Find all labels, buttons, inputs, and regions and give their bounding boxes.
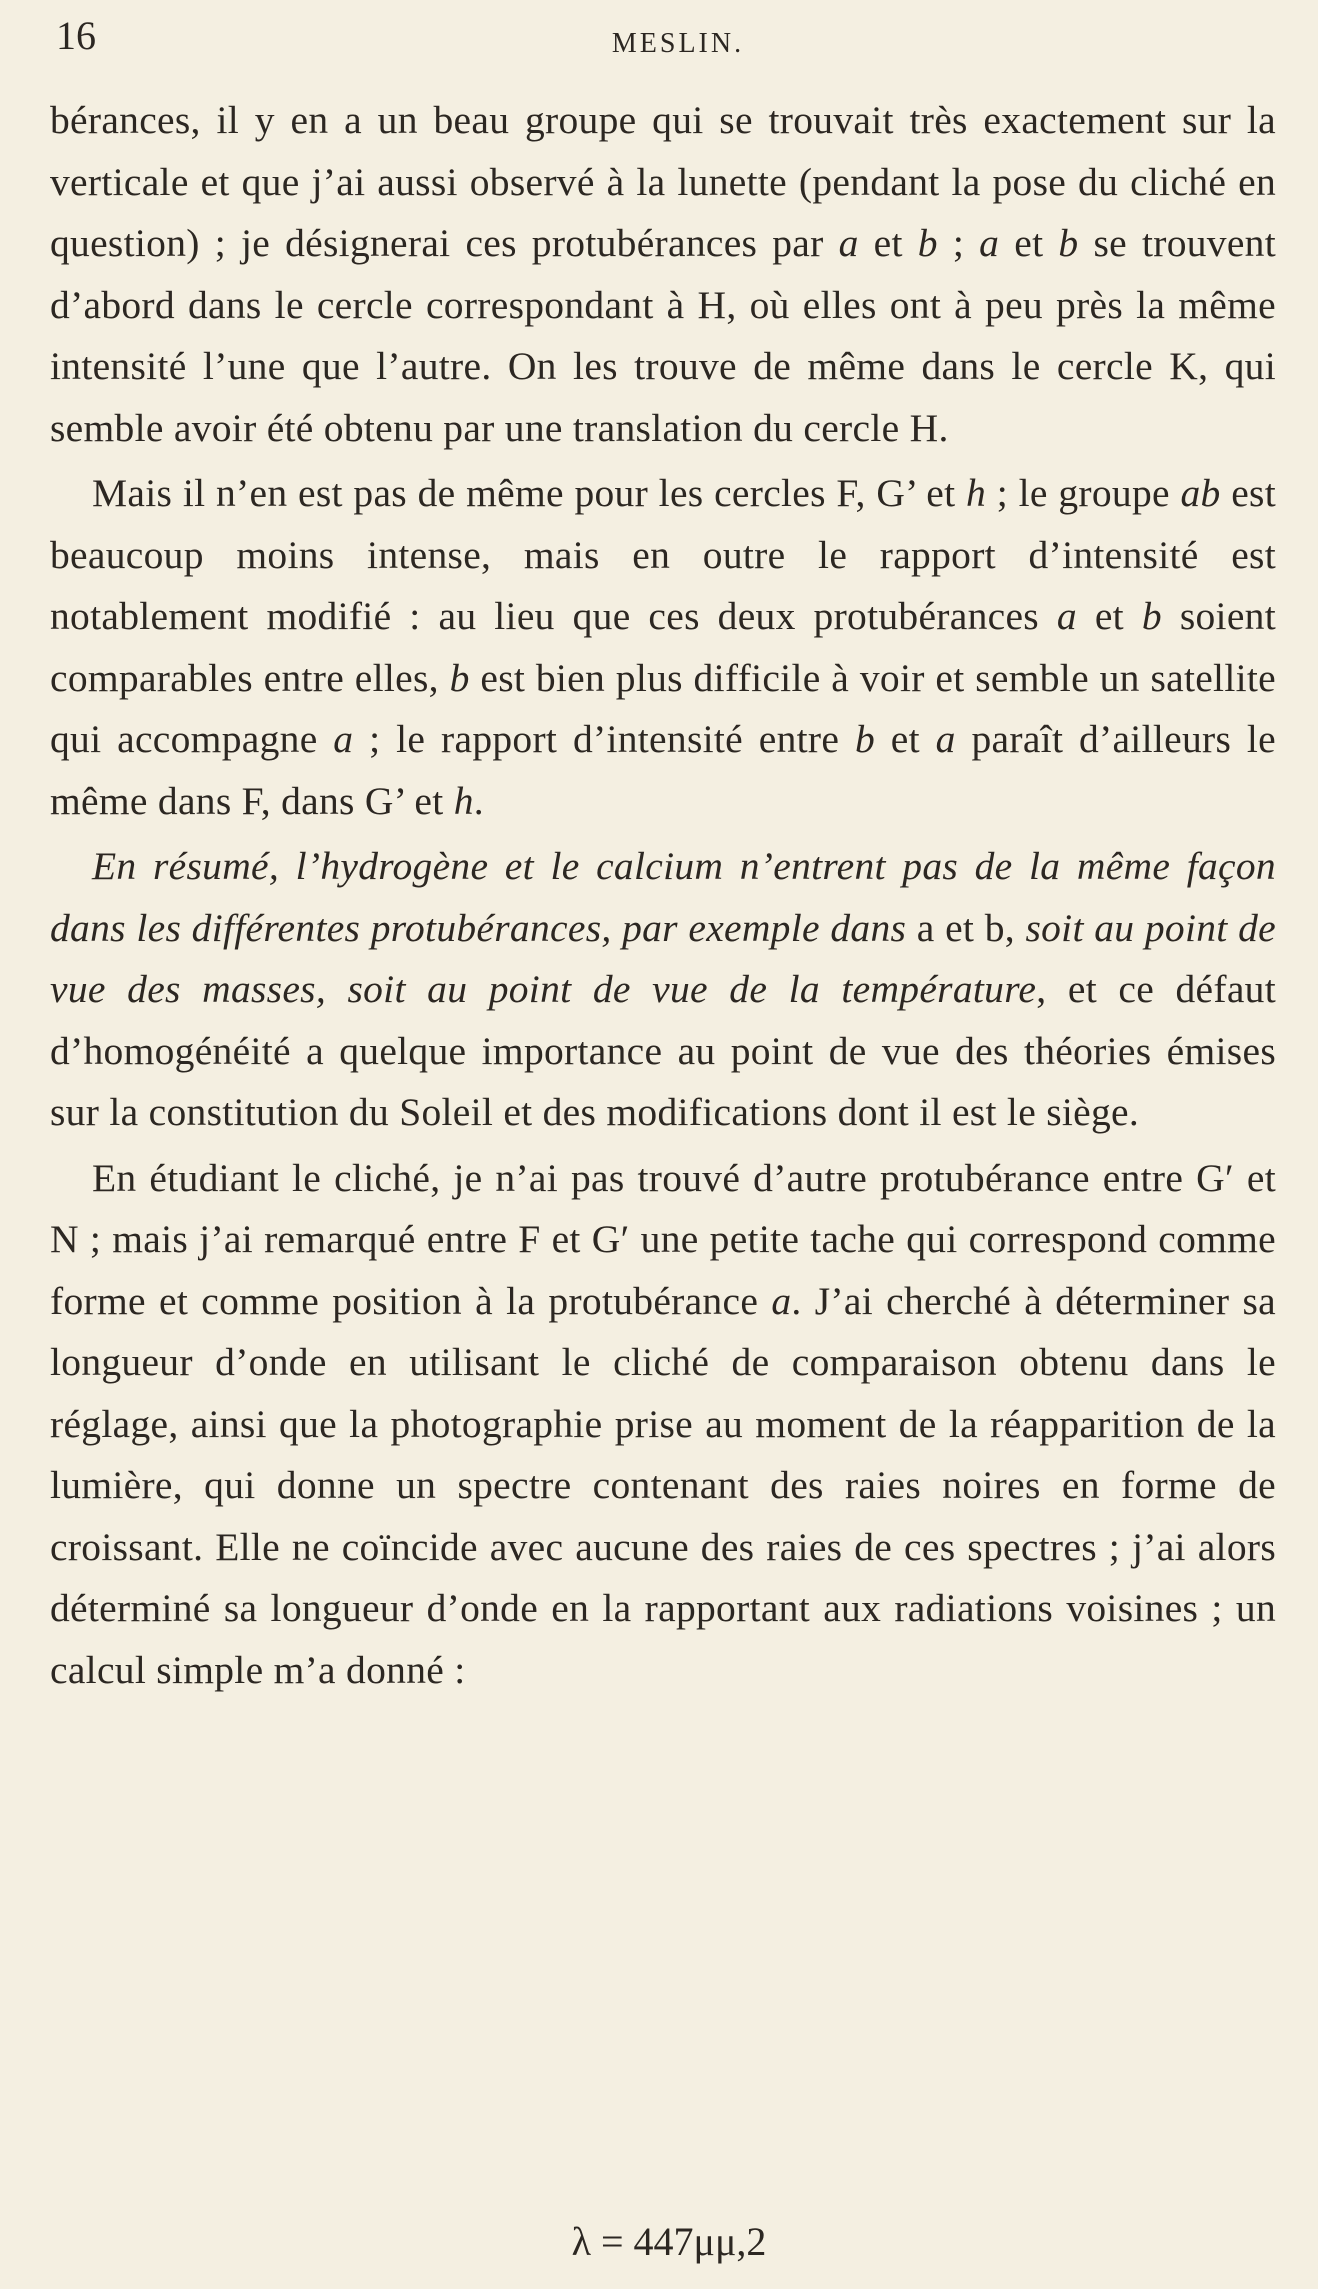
text-run: bérances, il y en a un beau groupe qui se trouvait très exactement sur la verticale et que j’ai aussi observé à la lunette (pendant la pose du cliché en question) ; je désignerai ces protubérances par — [50, 98, 1276, 265]
body-text — [50, 90, 1276, 1701]
text-run: ; le groupe — [986, 471, 1181, 515]
paragraph-2 — [50, 463, 1276, 832]
text-run-italic: a — [771, 1278, 792, 1323]
text-run: , et ce défaut d’homogénéité a quelque importance au point de vue des théories émises sur la constitution du Soleil et des modifications dont il est le siège. — [50, 967, 1276, 1134]
text-run: et — [858, 221, 918, 265]
text-run-italic: a — [935, 717, 956, 761]
text-run: est bien plus difficile à voir et semble un satellite qui accompagne — [50, 655, 1276, 761]
text-run-italic: a — [333, 717, 354, 761]
text-run-italic: h — [453, 778, 474, 823]
text-run: et — [999, 221, 1059, 265]
paragraph-4 — [50, 1148, 1276, 1702]
text-run: et — [875, 717, 936, 761]
text-run-italic: a — [838, 221, 859, 265]
page-header — [50, 0, 1276, 90]
text-run-italic: a — [1056, 594, 1077, 638]
text-run: . — [473, 778, 484, 823]
text-run: soient comparables entre elles, — [50, 594, 1276, 700]
text-run-italic: b — [449, 655, 470, 700]
text-run-italic: b — [1058, 221, 1079, 265]
text-run-italic: b — [854, 717, 876, 761]
paragraph-1 — [50, 90, 1276, 459]
text-run-italic: a — [979, 221, 1000, 265]
text-run: . J’ai cherché à déterminer sa longueur d’onde en utilisant le cliché de comparaison obtenu dans le réglage, ainsi que la photographie prise au moment de la réapparition de la lumière, qui donne un spectre contenant des raies noires en forme de croissant. Elle ne coïncide avec aucune des raies de ces spectres ; j’ai alors déterminé sa longueur d’onde en la rapportant aux radiations voisines ; un calcul simple m’a donné : — [50, 1278, 1276, 1692]
text-run-italic: En résumé, l’hydrogène et le calcium n’entrent pas de la même façon dans les différentes protubérances, par exemple dans — [50, 844, 1276, 950]
text-run: se trouvent d’abord dans le cercle correspondant à H, où elles ont à peu près la même intensité l’une que l’autre. On les trouve de même dans le cercle K, qui semble avoir été obtenu par une translation du cercle H. — [50, 221, 1276, 450]
wavelength-formula: λ = 447μμ,2 — [571, 2219, 767, 2264]
text-run-italic: h — [966, 471, 987, 515]
page-number: 16 — [56, 13, 96, 58]
text-run: ; le rapport d’intensité entre — [353, 717, 855, 761]
text-run: Mais il n’en est pas de même pour les cercles F, G’ et — [92, 471, 967, 515]
text-run: est beaucoup moins intense, mais en outre le rapport d’intensité est notablement modifié : au lieu que ces deux protubérances — [50, 471, 1276, 638]
text-run-italic: b — [1141, 594, 1162, 638]
text-run-italic: b — [917, 221, 938, 265]
text-run: ; — [937, 221, 980, 265]
running-head: MESLIN. — [611, 28, 745, 59]
text-run: paraît d’ailleurs le même dans F, dans G’ et — [50, 717, 1277, 823]
text-run-italic: ab — [1180, 471, 1221, 515]
text-run: a et b, — [906, 905, 1026, 950]
text-run: et — [1076, 594, 1142, 638]
text-run: En étudiant le cliché, je n’ai pas trouvé d’autre protubérance entre G′ et N ; mais j’ai remarqué entre F et G′ une petite tache qui correspond comme forme et comme position à la protubérance — [50, 1155, 1276, 1323]
text-run-italic: soit au point de vue des masses, soit au point de vue de la température — [50, 905, 1276, 1011]
paragraph-3 — [50, 836, 1276, 1144]
